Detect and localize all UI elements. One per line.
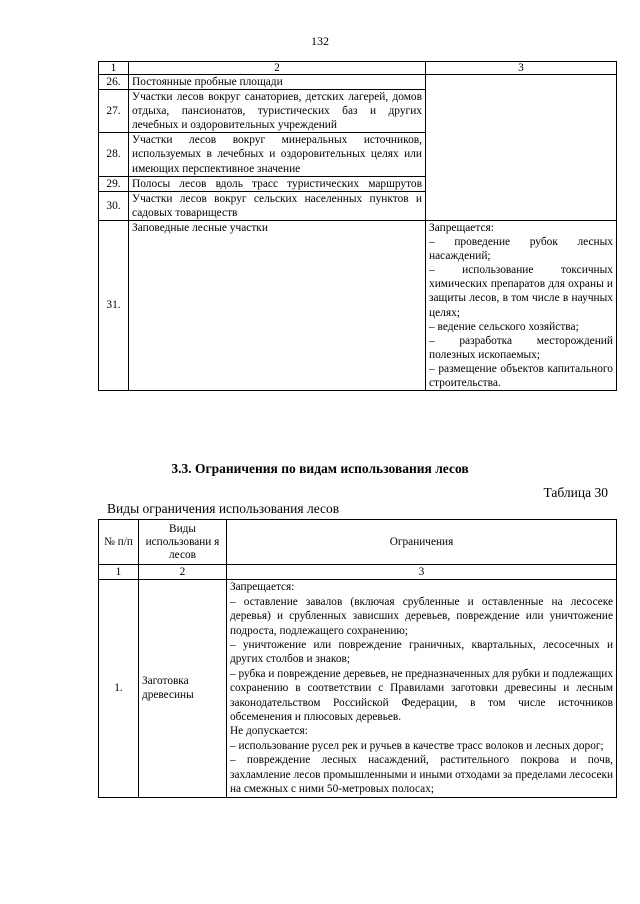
index-cell: 1 — [99, 565, 139, 580]
restrictions-cell — [227, 580, 617, 797]
restriction-item: – размещение объектов капитального строительства. — [429, 362, 613, 389]
table-row — [99, 220, 617, 390]
row-number: 31. — [99, 220, 129, 390]
row-number: 30. — [99, 191, 129, 220]
row-number: 27. — [99, 90, 129, 133]
header-restrictions: Ограничения — [227, 520, 617, 565]
restriction-item: – рубка и повреждение деревьев, не предназначенных для рубки и подлежащих сохранению в соответствии с Правилами заготовки древесины и лесным законодательством Российской Федерации, в том числе источников обсеменения и плюсовых деревьев. — [230, 667, 613, 724]
page-number: 132 — [311, 34, 329, 48]
row-text: Заповедные лесные участки — [129, 220, 426, 390]
table-number: Таблица 30 — [543, 485, 608, 500]
row-number: 26. — [99, 75, 129, 90]
row-text: Участки лесов вокруг сельских населенных пунктов и садовых товариществ — [129, 191, 426, 220]
restrictions-cell-empty — [426, 75, 617, 221]
section-heading: 3.3. Ограничения по видам использования лесов — [171, 461, 469, 476]
usage-type: Заготовка древесины — [139, 580, 227, 797]
row-number: 28. — [99, 133, 129, 176]
header-cell: 3 — [426, 62, 617, 75]
restriction-item: – ведение сельского хозяйства; — [429, 320, 579, 333]
restrictions-lead: Запрещается: — [230, 581, 295, 594]
table-index-row — [99, 565, 617, 580]
restrictions-lead: Запрещается: — [429, 221, 494, 234]
table-header-row — [99, 62, 617, 75]
table-row — [99, 580, 617, 797]
table-caption: Виды ограничения использования лесов — [107, 501, 340, 516]
usage-restrictions-table — [98, 519, 617, 798]
forest-areas-table — [98, 61, 617, 391]
row-number: 1. — [99, 580, 139, 797]
row-number: 29. — [99, 176, 129, 191]
header-usage-type: Виды использовани я лесов — [139, 520, 227, 565]
restriction-item: – использование токсичных химических препаратов для охраны и защиты лесов, в том числе в научных целях; — [429, 264, 613, 319]
restriction-item: – использование русел рек и ручьев в качестве трасс волоков и лесных дорог; — [230, 739, 604, 752]
index-cell: 2 — [139, 565, 227, 580]
restrictions-lead: Не допускается: — [230, 725, 308, 738]
restriction-item: – оставление завалов (включая срубленные и оставленные на лесосеке деревья) и срубленных зависших деревьев, повреждение или уничтожение подроста, подлежащего сохранению; — [230, 595, 613, 637]
header-cell: 1 — [99, 62, 129, 75]
row-text — [129, 176, 426, 191]
row-text-value: Полосы лесов вдоль трасс туристических маршрутов — [132, 177, 422, 190]
restrictions-cell — [426, 220, 617, 390]
header-number: № п/п — [99, 520, 139, 565]
table-row — [99, 75, 617, 90]
restriction-item: – уничтожение или повреждение граничных, квартальных, лесосечных и других столбов и знаков; — [230, 639, 613, 666]
table-header-row — [99, 520, 617, 565]
row-text: Участки лесов вокруг минеральных источников, используемых в лечебных и оздоровительных целях или имеющих перспективное значение — [129, 133, 426, 176]
index-cell: 3 — [227, 565, 617, 580]
restriction-item: – разработка месторождений полезных ископаемых; — [429, 334, 613, 361]
row-text: Участки лесов вокруг санаториев, детских лагерей, домов отдыха, пансионатов, туристических баз и других лечебных и оздоровительных учреждений — [129, 90, 426, 133]
row-text: Постоянные пробные площади — [129, 75, 426, 90]
restriction-item: – проведение рубок лесных насаждений; — [429, 236, 613, 263]
restriction-item: – повреждение лесных насаждений, растительного покрова и почв, захламление лесов промышленными и иными отходами за пределами лесосеки на смежных с ними 50-метровых полосах; — [230, 754, 613, 796]
header-cell: 2 — [129, 62, 426, 75]
